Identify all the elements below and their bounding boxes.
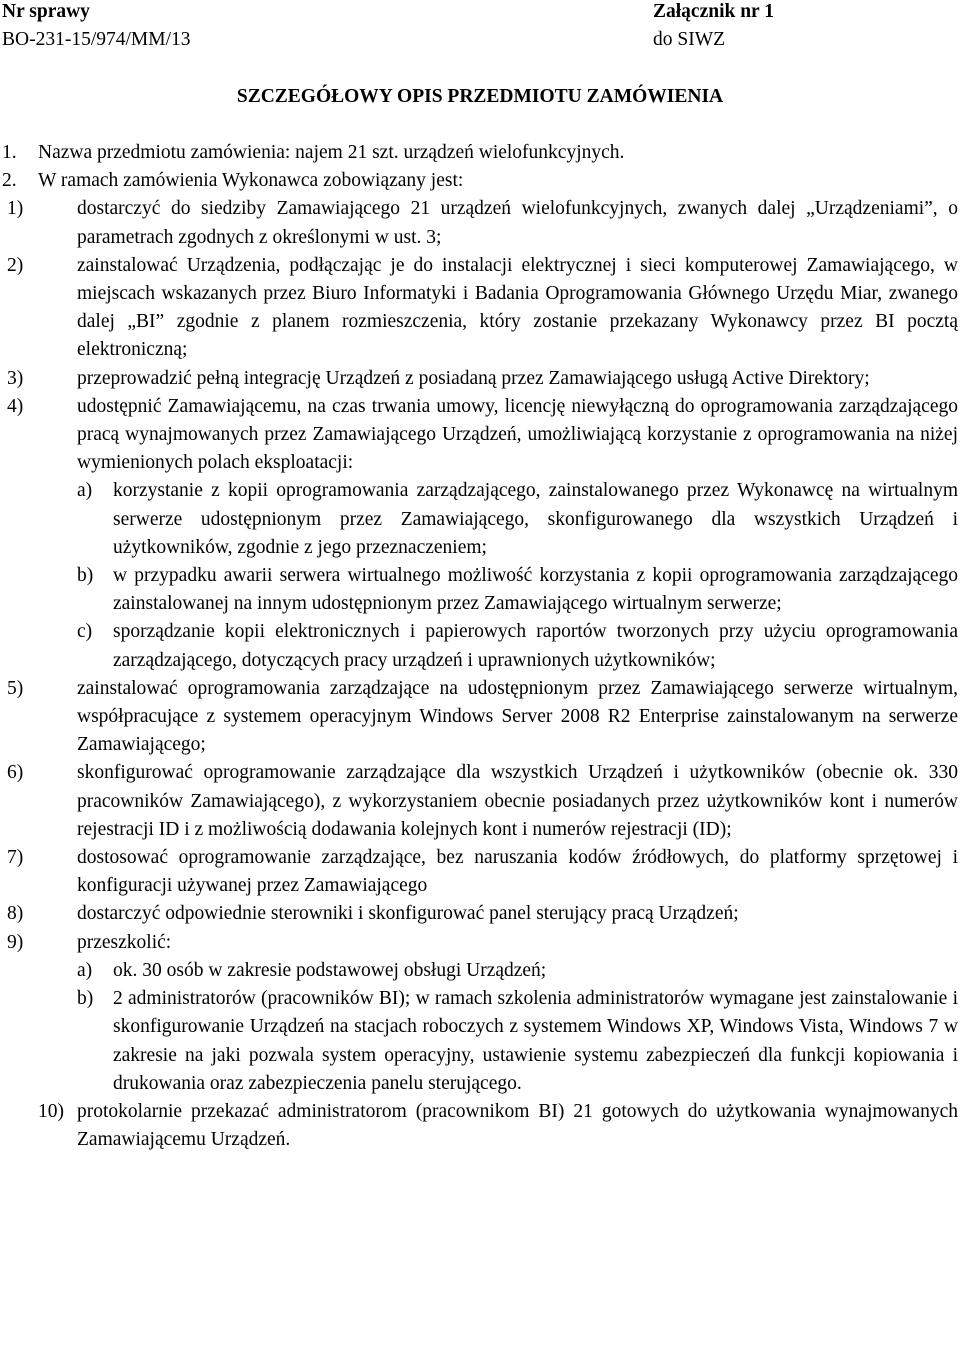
list-item-3: [0, 365, 958, 393]
item-text: dostarczyć do siedziby Zamawiającego 21 urządzeń wielofunkcyjnych, zwanych dalej „Urządzeniami”, o parametrach zgodnych z określonymi w ust. 3;: [77, 198, 958, 248]
case-reference: [2, 0, 191, 54]
sub-item-4c: [0, 618, 958, 674]
item-text: protokolarnie przekazać administratorom (pracownikom BI) 21 gotowych do użytkowania wynajmowanych Zamawiającemu Urządzeń.: [77, 1100, 958, 1151]
section-1: [0, 139, 958, 167]
item-number: 5): [7, 677, 24, 699]
sub-item-letter: c): [77, 621, 93, 643]
sub-item-letter: a): [77, 959, 93, 981]
list-item-5: [0, 675, 958, 760]
item-text: skonfigurować oprogramowanie zarządzające dla wszystkich Urządzeń i użytkowników (obecnie ok. 330 pracowników Zamawiającego), z wykorzystaniem obecnie posiadanych przez użytkowników kont i numerów rejestracji ID i z możliwością dodawania kolejnych kont i numerów rejestracji (ID);: [77, 762, 958, 840]
item-text: przeprowadzić pełną integrację Urządzeń z posiadaną przez Zamawiającego usługą Active Direktory;: [77, 367, 870, 389]
sub-item-9a: [0, 957, 958, 985]
item-number: 4): [7, 395, 24, 417]
section-number: 2.: [2, 170, 17, 192]
list-item-7: [0, 844, 958, 900]
item-number: 9): [7, 931, 24, 953]
item-number: 7): [7, 847, 24, 869]
section-text: Nazwa przedmiotu zamówienia: najem 21 szt. urządzeń wielofunkcyjnych.: [38, 142, 625, 163]
sub-item-text: w przypadku awarii serwera wirtualnego możliwość korzystania z kopii oprogramowania zarządzającego zainstalowanej na innym udostępnionym przez Zamawiającego wirtualnym serwerze;: [113, 565, 958, 615]
case-label: Nr sprawy: [2, 1, 90, 22]
sub-item-4a: [0, 477, 958, 562]
item-number: 8): [7, 903, 24, 925]
section-text: W ramach zamówienia Wykonawca zobowiązany jest:: [38, 170, 464, 192]
document-title: SZCZEGÓŁOWY OPIS PRZEDMIOTU ZAMÓWIENIA: [236, 86, 724, 107]
section-2: [0, 167, 958, 195]
list-item-2: [0, 252, 958, 365]
sub-item-text: 2 administratorów (pracowników BI); w ramach szkolenia administratorów wymagane jest zainstalowanie i skonfigurowanie Urządzeń na stacjach roboczych z systemem Windows XP, Windows Vista, Windows 7 w zakresie na jaki pozwala system operacyjny, ustawienie systemu zabezpieczeń dla funkcji kopiowania i drukowania oraz zabezpieczenia panelu sterującego.: [113, 988, 958, 1094]
item-number: 6): [7, 762, 24, 784]
document-body: [0, 139, 958, 1154]
attachment-sub: do SIWZ: [653, 29, 726, 51]
item-number: 3): [7, 367, 24, 389]
item-text: przeszkolić:: [77, 931, 172, 953]
sub-item-letter: a): [77, 480, 93, 502]
list-item-4: [0, 393, 958, 478]
sub-item-4b: [0, 562, 958, 618]
item-text: dostosować oprogramowanie zarządzające, bez naruszania kodów źródłowych, do platformy sprzętowej i konfiguracji używanej przez Zamawiającego: [77, 847, 958, 897]
list-item-10: [0, 1098, 958, 1154]
sub-item-letter: b): [77, 988, 94, 1010]
sub-item-9b: [0, 985, 958, 1098]
item-text: zainstalować oprogramowania zarządzające na udostępnionym przez Zamawiającego serwerze wirtualnym, współpracujące z systemem operacyjnym Windows Server 2008 R2 Enterprise zainstalowanym na serwerze Zamawiającego;: [77, 677, 958, 756]
sub-item-text: korzystanie z kopii oprogramowania zarządzającego, zainstalowanego przez Wykonawcę na wirtualnym serwerze udostępnionym przez Zamawiającego, skonfigurowanego dla wszystkich Urządzeń i użytkowników, zgodnie z jego przeznaczeniem;: [113, 480, 958, 558]
section-number: 1.: [2, 142, 17, 163]
sub-item-text: sporządzanie kopii elektronicznych i papierowych raportów tworzonych przy użyciu oprogramowania zarządzającego, dotyczących pracy urządzeń i uprawnionych użytkowników;: [113, 621, 958, 671]
sub-item-text: ok. 30 osób w zakresie podstawowej obsługi Urządzeń;: [113, 959, 547, 981]
case-number: BO-231-15/974/MM/13: [2, 29, 191, 51]
list-item-1: [0, 195, 958, 251]
attachment-reference: [653, 0, 774, 54]
list-item-6: [0, 759, 958, 844]
item-text: dostarczyć odpowiednie sterowniki i skonfigurować panel sterujący pracą Urządzeń;: [77, 903, 739, 925]
list-item-8: [0, 900, 958, 928]
sub-item-letter: b): [77, 565, 94, 587]
item-number: 2): [7, 254, 24, 276]
attachment-label: Załącznik nr 1: [653, 1, 774, 22]
item-number: 10): [38, 1100, 64, 1122]
list-item-9: [0, 929, 958, 957]
item-text: zainstalować Urządzenia, podłączając je do instalacji elektrycznej i sieci komputerowej Zamawiającego, w miejscach wskazanych przez Biuro Informatyki i Badania Oprogramowania Głównego Urzędu Miar, zwanego dalej „BI” zgodnie z planem rozmieszczenia, który zostanie przekazany Wykonawcy przez BI pocztą elektroniczną;: [77, 254, 958, 361]
item-number: 1): [7, 198, 24, 220]
item-text: udostępnić Zamawiającemu, na czas trwania umowy, licencję niewyłączną do oprogramowania zarządzającego pracą wynajmowanych przez Zamawiającego Urządzeń, umożliwiającą korzystanie z oprogramowania na niżej wymienionych polach eksploatacji:: [77, 395, 958, 474]
